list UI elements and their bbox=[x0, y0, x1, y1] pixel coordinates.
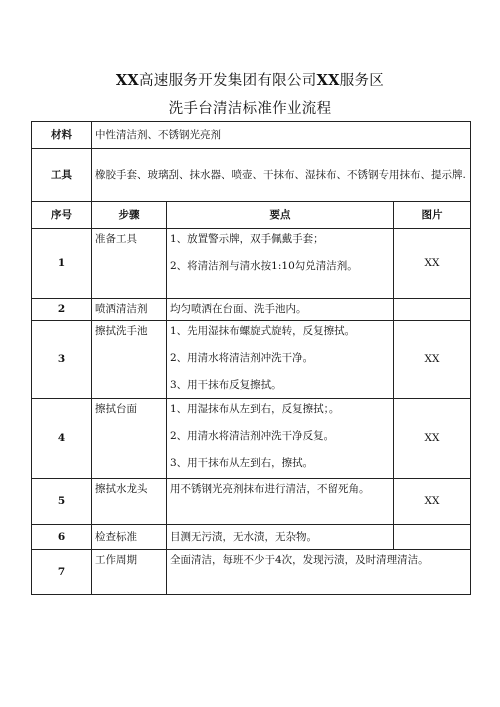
procedure-table bbox=[31, 121, 471, 595]
row-number: 3 bbox=[32, 321, 92, 399]
table-row bbox=[32, 479, 471, 525]
document-title bbox=[0, 69, 500, 90]
materials-value: 中性清洁剂、不锈钢光亮剂 bbox=[92, 122, 471, 149]
row-step: 喷洒清洁剂 bbox=[92, 299, 167, 321]
row-step: 准备工具 bbox=[92, 229, 167, 299]
col-step-header: 步骤 bbox=[92, 202, 167, 229]
title-part: XX bbox=[316, 72, 340, 89]
table-row bbox=[32, 321, 471, 399]
document-subtitle: 洗手台清洁标准作业流程 bbox=[168, 101, 332, 117]
row-points bbox=[167, 399, 394, 479]
row-number: 1 bbox=[32, 229, 92, 299]
table-row bbox=[32, 299, 471, 321]
table-row bbox=[32, 399, 471, 479]
title-part: XX bbox=[115, 72, 139, 89]
row-step: 擦拭台面 bbox=[92, 399, 167, 479]
col-seq-header: 序号 bbox=[32, 202, 92, 229]
row-step: 擦拭洗手池 bbox=[92, 321, 167, 399]
point-item: 3、用干抹布从左到右，擦拭。 bbox=[170, 457, 314, 470]
tools-row bbox=[32, 149, 471, 202]
row-number: 7 bbox=[32, 550, 92, 595]
point-item: 1、先用湿抹布螺旋式旋转，反复擦拭。 bbox=[170, 325, 356, 337]
row-points: 全面清洁，每班不少于4次，发现污渍，及时清理清洁。 bbox=[167, 550, 471, 595]
row-image bbox=[394, 525, 471, 550]
title-part: 高速服务开发集团有限公司 bbox=[138, 73, 317, 89]
row-points: 均匀喷洒在台面、洗手池内。 bbox=[167, 299, 394, 321]
row-step: 擦拭水龙头 bbox=[92, 479, 167, 525]
row-points bbox=[167, 229, 394, 299]
tools-value: 橡胶手套、玻璃刮、抹水器、喷壶、干抹布、湿抹布、不锈钢专用抹布、提示牌. bbox=[92, 149, 471, 202]
col-image-header: 图片 bbox=[394, 202, 471, 229]
table-header-row bbox=[32, 202, 471, 229]
materials-label: 材料 bbox=[32, 122, 92, 149]
table-row bbox=[32, 525, 471, 550]
row-step: 检查标准 bbox=[92, 525, 167, 550]
row-image bbox=[394, 299, 471, 321]
table-row bbox=[32, 550, 471, 595]
title-part: 服务区 bbox=[339, 73, 385, 89]
row-number: 2 bbox=[32, 299, 92, 321]
row-points bbox=[167, 321, 394, 399]
row-number: 6 bbox=[32, 525, 92, 550]
point-item: 2、用清水将清洁剂冲洗干净。 bbox=[170, 352, 314, 365]
row-image: XX bbox=[394, 229, 471, 299]
point-item: 3、用干抹布反复擦拭。 bbox=[170, 379, 282, 392]
row-step: 工作周期 bbox=[92, 550, 167, 595]
col-points-header: 要点 bbox=[167, 202, 394, 229]
point-item: 2、将清洁剂与清水按1:10勾兑清洁剂。 bbox=[170, 260, 358, 273]
row-image: XX bbox=[394, 399, 471, 479]
materials-row bbox=[32, 122, 471, 149]
point-item: 2、用清水将清洁剂冲洗干净反复。 bbox=[170, 430, 335, 443]
row-number: 4 bbox=[32, 399, 92, 479]
row-points: 用不锈钢光亮剂抹布进行清洁，不留死角。 bbox=[167, 479, 394, 525]
row-number: 5 bbox=[32, 479, 92, 525]
row-points: 目测无污渍，无水渍，无杂物。 bbox=[167, 525, 394, 550]
row-image: XX bbox=[394, 321, 471, 399]
point-item: 1、用湿抹布从左到右，反复擦拭；。 bbox=[170, 403, 340, 415]
row-image: XX bbox=[394, 479, 471, 525]
table-row bbox=[32, 229, 471, 299]
point-item: 1、放置警示牌，双手佩戴手套； bbox=[170, 233, 324, 245]
tools-label: 工具 bbox=[32, 149, 92, 202]
